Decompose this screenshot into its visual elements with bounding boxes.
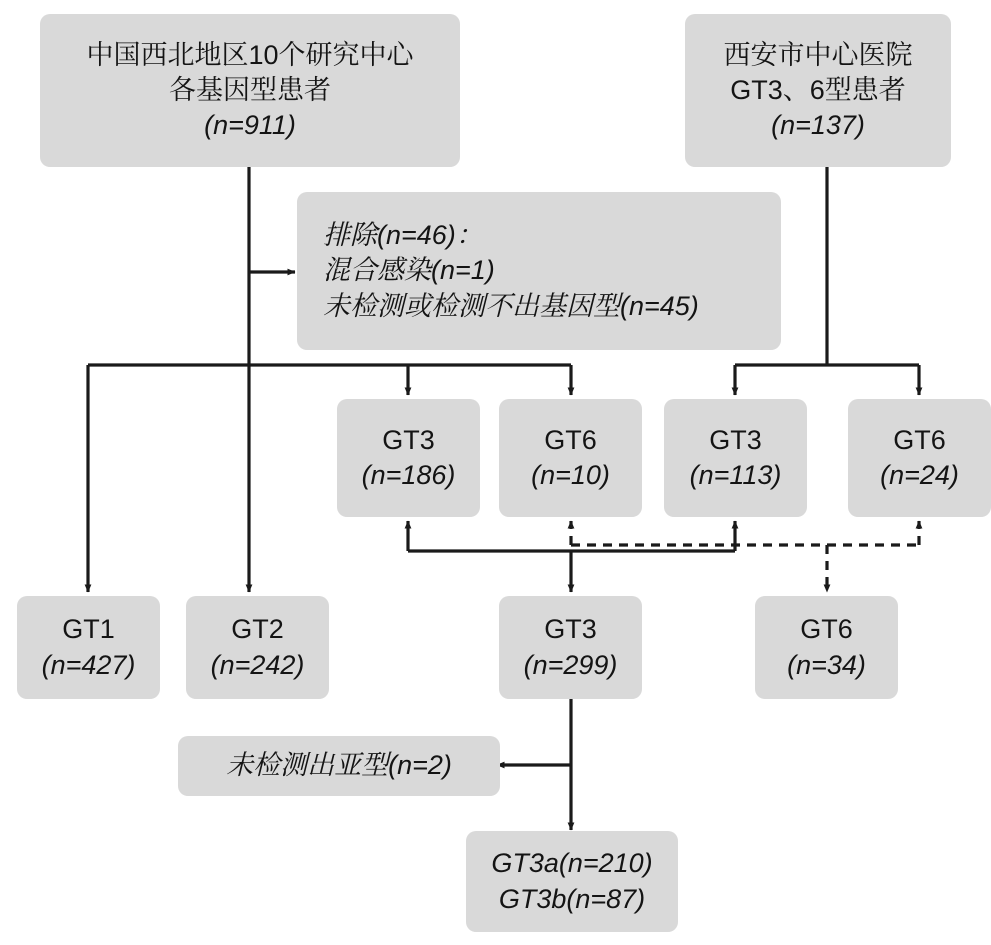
node-line: GT3b(n=87) xyxy=(498,883,646,914)
node-line: (n=186) xyxy=(361,460,456,490)
node-line: GT3a(n=210) xyxy=(491,848,653,879)
node-line: (n=242) xyxy=(210,649,305,680)
node-gt3-total xyxy=(499,596,642,699)
node-line: (n=10) xyxy=(531,460,610,490)
node-line: GT3 xyxy=(544,614,597,645)
node-line: GT6 xyxy=(800,614,853,645)
node-subtypes xyxy=(466,831,678,932)
node-line: (n=137) xyxy=(771,110,865,141)
node-line: GT3 xyxy=(382,424,435,455)
node-line: 各基因型患者 xyxy=(169,74,331,105)
node-line: GT6 xyxy=(893,424,946,455)
node-no-subtype xyxy=(178,736,500,796)
node-gt6-xian xyxy=(848,399,991,517)
node-line: (n=34) xyxy=(787,649,866,680)
node-line: (n=911) xyxy=(204,110,296,141)
node-line: (n=427) xyxy=(41,649,136,680)
node-excluded xyxy=(297,192,781,350)
node-line: 西安市中心医院 xyxy=(723,39,913,70)
node-line: GT3 xyxy=(709,424,762,455)
node-line: GT6 xyxy=(544,424,597,455)
node-line: (n=299) xyxy=(523,649,618,680)
node-line: 中国西北地区10个研究中心 xyxy=(86,39,414,70)
node-gt1 xyxy=(17,596,160,699)
node-line: 未检测出亚型(n=2) xyxy=(226,750,452,781)
node-line: 未检测或检测不出基因型(n=45) xyxy=(323,290,699,321)
node-line: 排除(n=46)： xyxy=(323,220,483,251)
node-gt3-xian xyxy=(664,399,807,517)
node-gt6-northwest xyxy=(499,399,642,517)
node-line: (n=113) xyxy=(689,460,782,490)
node-cohort-xian xyxy=(685,14,951,167)
node-cohort-northwest xyxy=(40,14,460,167)
node-line: GT3、6型患者 xyxy=(730,74,906,105)
node-line: 混合感染(n=1) xyxy=(323,255,495,286)
node-line: (n=24) xyxy=(880,460,959,490)
node-gt6-total xyxy=(755,596,898,699)
node-gt3-northwest xyxy=(337,399,480,517)
node-gt2 xyxy=(186,596,329,699)
node-line: GT2 xyxy=(231,614,284,645)
node-line: GT1 xyxy=(62,614,115,645)
